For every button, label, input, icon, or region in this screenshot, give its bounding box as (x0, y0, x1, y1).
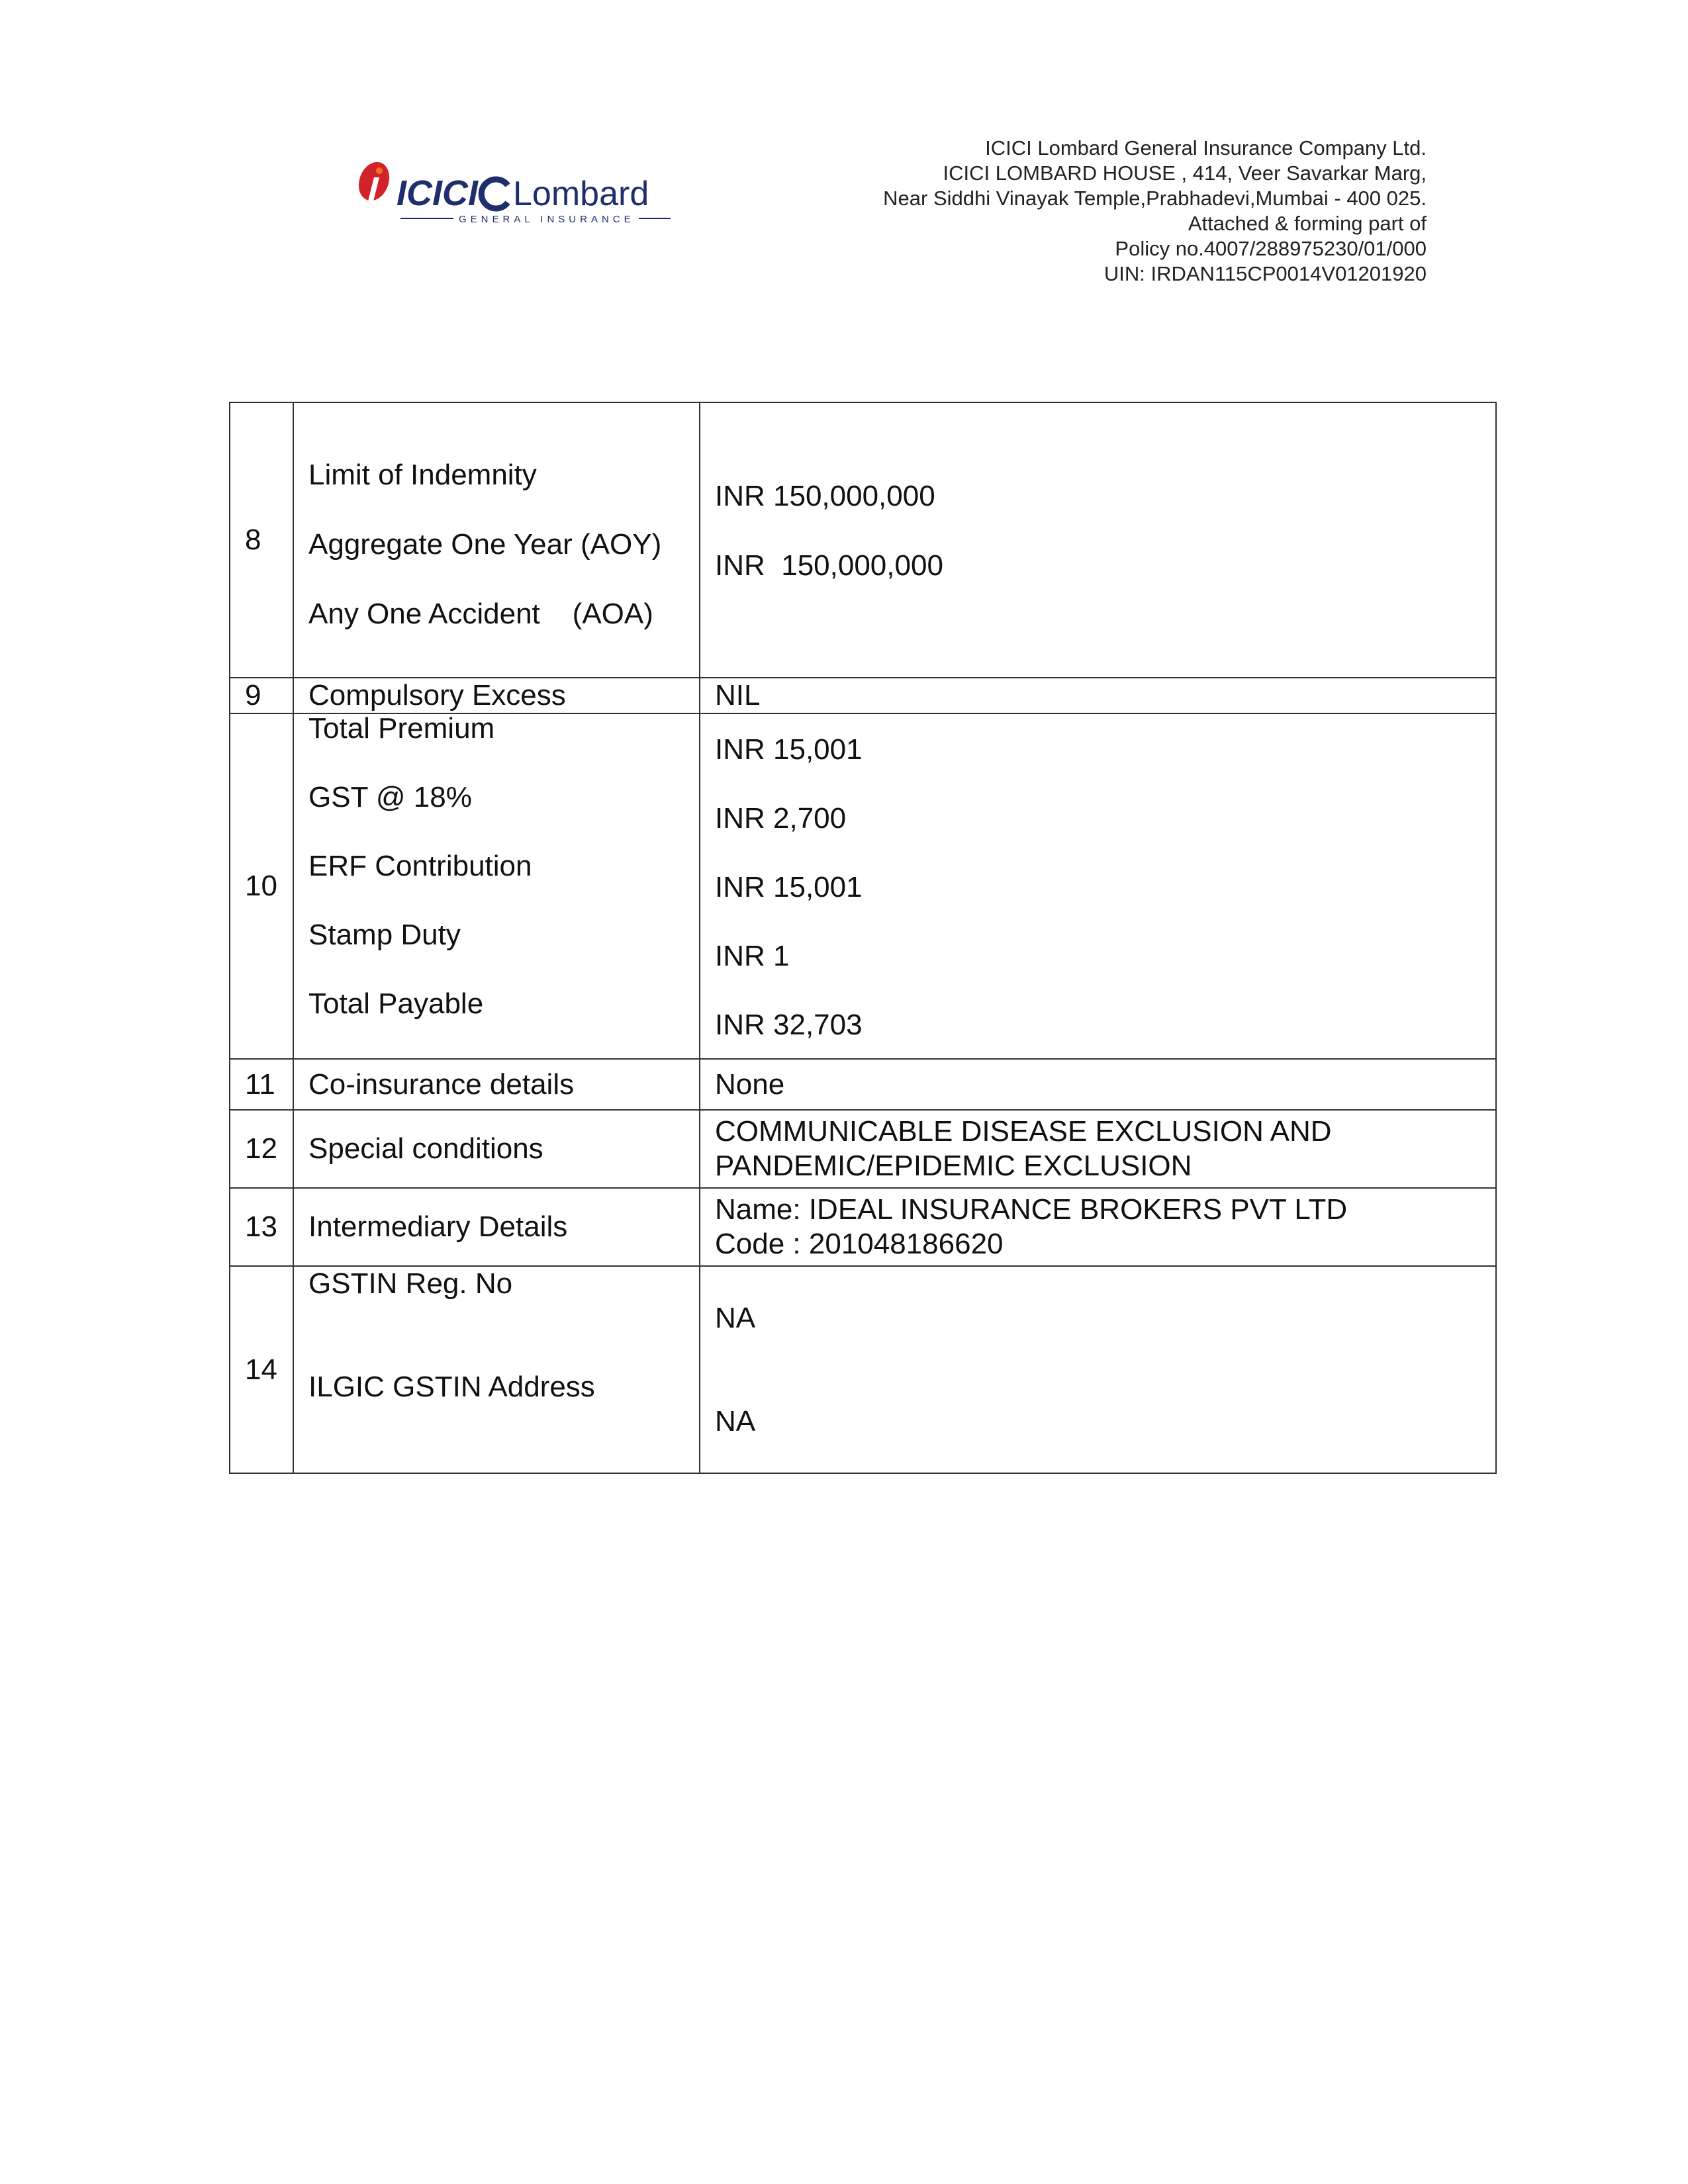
co-insurance-label: Co-insurance details (293, 1059, 700, 1110)
intermediary-code: Code : 201048186620 (715, 1228, 1004, 1260)
company-logo (354, 151, 685, 230)
row-value-cell (700, 1266, 1496, 1473)
table-row (230, 1059, 1496, 1110)
total-premium-label: Total Premium (308, 712, 495, 745)
intermediary-details-label: Intermediary Details (293, 1188, 700, 1266)
logo-wordmark-icici: ICICI (397, 173, 479, 213)
aoa-value: INR 150,000,000 (715, 549, 943, 582)
aoy-label: Aggregate One Year (AOY) (308, 528, 662, 561)
table-row (230, 678, 1496, 713)
table-row (230, 402, 1496, 678)
gst-label: GST @ 18% (308, 781, 472, 813)
stamp-duty-label: Stamp Duty (308, 919, 461, 951)
table-row (230, 1266, 1496, 1473)
row-value-cell (700, 1188, 1496, 1266)
limit-of-indemnity-label: Limit of Indemnity (308, 459, 537, 491)
company-address-block (698, 136, 1427, 287)
logo-subtext: GENERAL INSURANCE (459, 214, 635, 225)
logo-wordmark-lombard: Lombard (513, 175, 649, 213)
special-conditions-value: COMMUNICABLE DISEASE EXCLUSION AND (715, 1115, 1332, 1148)
row-number: 14 (230, 1266, 293, 1473)
row-value-cell (700, 402, 1496, 678)
special-conditions-value: PANDEMIC/EPIDEMIC EXCLUSION (715, 1150, 1192, 1182)
compulsory-excess-label: Compulsory Excess (293, 678, 700, 713)
address-line: Near Siddhi Vinayak Temple,Prabhadevi,Mumbai - 400 025. (883, 187, 1427, 210)
row-label-cell (293, 1266, 700, 1473)
row-number: 8 (230, 402, 293, 678)
row-number: 11 (230, 1059, 293, 1110)
row-value-cell (700, 713, 1496, 1059)
erf-contribution-label: ERF Contribution (308, 850, 532, 882)
row-number: 9 (230, 678, 293, 713)
row-number: 12 (230, 1110, 293, 1188)
special-conditions-label: Special conditions (293, 1110, 700, 1188)
row-label-cell (293, 402, 700, 678)
table-row (230, 1110, 1496, 1188)
intermediary-name: Name: IDEAL INSURANCE BROKERS PVT LTD (715, 1193, 1348, 1226)
total-payable-value: INR 32,703 (715, 1009, 863, 1041)
gstin-address-value: NA (715, 1405, 756, 1437)
table-row (230, 1188, 1496, 1266)
total-premium-value: INR 15,001 (715, 733, 863, 766)
gst-value: INR 2,700 (715, 802, 847, 835)
uin-number: UIN: IRDAN115CP0014V01201920 (1103, 262, 1427, 285)
address-line: Attached & forming part of (1188, 212, 1427, 235)
total-payable-label: Total Payable (308, 987, 484, 1020)
gstin-address-label: ILGIC GSTIN Address (308, 1371, 595, 1403)
co-insurance-value: None (700, 1059, 1496, 1110)
address-line: ICICI LOMBARD HOUSE , 414, Veer Savarkar Marg, (943, 161, 1427, 185)
row-value-cell (700, 1110, 1496, 1188)
policy-number: Policy no.4007/288975230/01/000 (1115, 237, 1427, 260)
gstin-reg-value: NA (715, 1302, 756, 1334)
stamp-duty-value: INR 1 (715, 940, 790, 972)
policy-schedule-table (229, 402, 1497, 1474)
table-row (230, 713, 1496, 1059)
row-number: 13 (230, 1188, 293, 1266)
gstin-reg-label: GSTIN Reg. No (308, 1267, 513, 1300)
row-label-cell (293, 713, 700, 1059)
compulsory-excess-value: NIL (700, 678, 1496, 713)
aoa-label: Any One Accident (AOA) (308, 598, 653, 630)
address-line: ICICI Lombard General Insurance Company Ltd. (985, 136, 1427, 159)
icici-lombard-logo-icon (354, 151, 685, 230)
aoy-value: INR 150,000,000 (715, 479, 935, 512)
erf-contribution-value: INR 15,001 (715, 871, 863, 903)
row-number: 10 (230, 713, 293, 1059)
